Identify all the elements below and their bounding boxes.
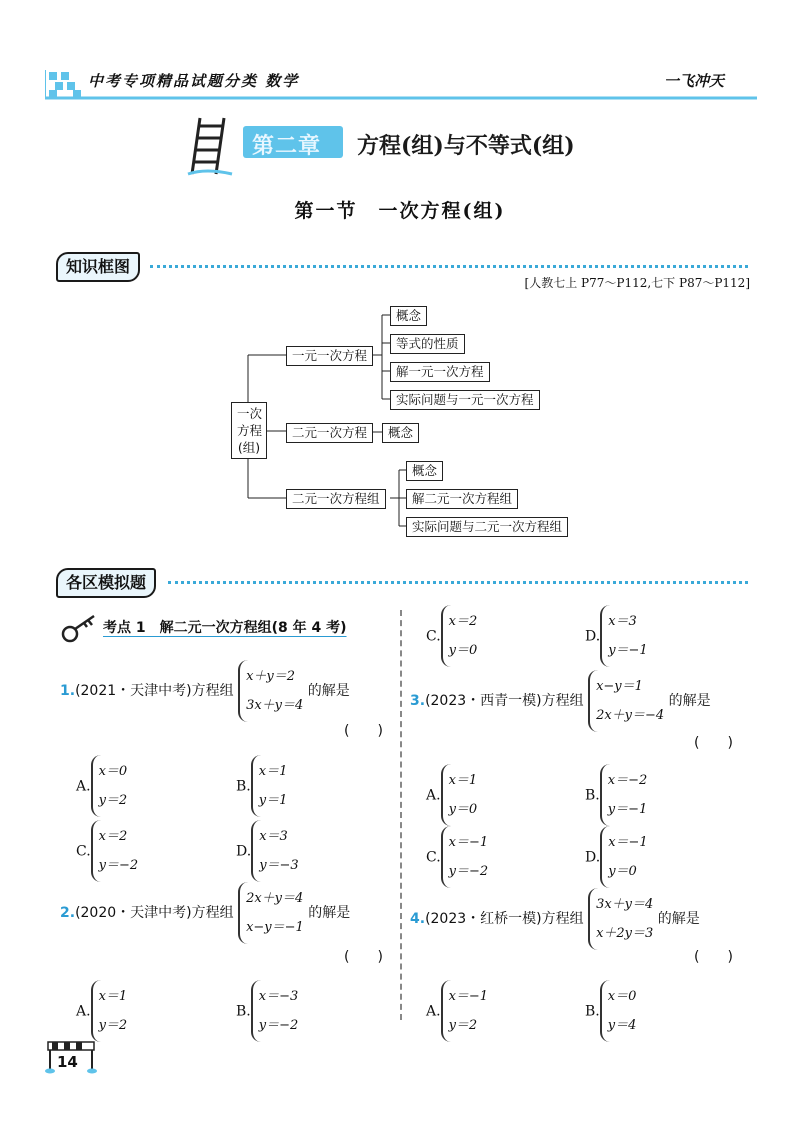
brand-logo: 一飞冲天 [664,72,725,90]
option-letter: D. [585,628,601,645]
eq-line: x＋2y＝3 [596,926,654,941]
column-divider [400,610,402,1020]
node-concept-3: 概念 [406,461,443,481]
eq-line: x＝0 [98,764,128,779]
q4-option-b[interactable] [585,980,636,1042]
page-number: 14 [57,1053,78,1071]
q1-option-c[interactable] [76,820,138,882]
question-1-system [238,660,303,722]
eq-line: x−y＝−1 [246,920,304,935]
eq-line: x＝0 [607,989,637,1004]
question-4-answer-blank[interactable]: ( ) [694,949,733,965]
option-system [251,755,288,817]
option-letter: C. [426,849,441,866]
question-2 [60,882,350,944]
option-system [441,826,489,888]
option-system [251,820,299,882]
eq-line: y＝2 [98,793,128,808]
option-letter: A. [76,778,91,795]
question-1 [60,660,350,722]
option-system [91,820,139,882]
eq-line: y＝0 [608,864,637,879]
node-solve-linear: 解一元一次方程 [390,362,490,382]
option-letter: C. [426,628,441,645]
eq-line: x−y＝1 [596,679,643,694]
question-3-number: 3. [410,693,426,709]
option-system [600,764,648,826]
question-1-number: 1. [60,683,76,699]
option-system [600,826,648,888]
mind-map-root [231,402,267,459]
node-concept-2: 概念 [382,423,419,443]
eq-line: x＝1 [258,764,288,779]
option-letter: A. [426,1003,441,1020]
eq-line: y＝0 [448,643,478,658]
question-1-suffix: 的解是 [307,683,350,699]
eq-line: x＝−1 [448,989,489,1004]
node-applied-system: 实际问题与二元一次方程组 [406,517,568,537]
eq-line: y＝2 [98,1018,128,1033]
node-equality-properties: 等式的性质 [390,334,465,354]
q2-option-d[interactable] [585,605,648,667]
q2-option-a[interactable] [76,980,127,1042]
question-1-answer-blank[interactable]: ( ) [344,723,383,739]
option-letter: D. [585,849,601,866]
eq-line: y＝−3 [259,858,299,873]
eq-line: y＝0 [448,802,478,817]
option-letter: A. [426,787,441,804]
question-2-answer-blank[interactable]: ( ) [344,949,383,965]
eq-line: y＝−2 [258,1018,299,1033]
option-letter: D. [236,843,252,860]
question-3-source: (2023・西青一模)方程组 [425,693,584,709]
eq-line: x＝3 [259,829,288,844]
eq-line: x＝2 [448,614,478,629]
question-2-source: (2020・天津中考)方程组 [75,905,234,921]
option-letter: B. [585,1003,600,1020]
question-4-number: 4. [410,911,426,927]
eq-line: x＋y＝2 [246,669,296,684]
eq-line: y＝4 [607,1018,637,1033]
eq-line: x＝2 [98,829,128,844]
q3-option-b[interactable] [585,764,647,826]
question-4-system [588,888,653,950]
eq-line: 3x＋y＝4 [246,698,304,713]
option-system [600,980,637,1042]
q3-option-a[interactable] [426,764,477,826]
eq-line: y＝−2 [448,864,489,879]
question-4-source: (2023・红桥一模)方程组 [425,911,584,927]
q1-option-a[interactable] [76,755,127,817]
knowledge-tag: 知识框图 [56,252,140,282]
option-letter: C. [76,843,91,860]
q2-option-c[interactable] [426,605,477,667]
eq-line: 2x＋y＝4 [246,891,304,906]
keypoint-label: 考点 1 解二元一次方程组(8 年 4 考) [103,620,347,636]
option-letter: B. [236,1003,251,1020]
eq-line: x＝−3 [258,989,299,1004]
eq-line: y＝1 [258,793,288,808]
root-line-2: 方程 [237,423,263,438]
option-system [600,605,648,667]
option-system [441,980,489,1042]
practice-divider [168,581,748,584]
eq-line: y＝2 [448,1018,478,1033]
section-title: 第一节 一次方程(组) [294,200,506,222]
root-line-3: (组) [237,440,261,455]
q2-option-b[interactable] [236,980,298,1042]
question-4 [410,888,700,950]
eq-line: y＝−2 [98,858,139,873]
option-letter: B. [236,778,251,795]
eq-line: x＝−2 [607,773,648,788]
question-2-suffix: 的解是 [308,905,351,921]
q1-option-b[interactable] [236,755,287,817]
eq-line: x＝−1 [608,835,648,850]
question-1-source: (2021・天津中考)方程组 [75,683,234,699]
q4-option-a[interactable] [426,980,488,1042]
question-2-system [238,882,304,944]
eq-line: y＝−1 [608,643,648,658]
key-icon [60,612,100,646]
chapter-label: 第二章 [252,134,322,159]
option-letter: A. [76,1003,91,1020]
eq-line: x＝−1 [448,835,489,850]
option-system [251,980,299,1042]
option-system [441,605,478,667]
eq-line: x＝1 [448,773,478,788]
chapter-title: 方程(组)与不等式(组) [357,133,575,159]
branch-two-var-system: 二元一次方程组 [286,489,386,509]
practice-tag: 各区模拟题 [56,568,156,598]
branch-two-var-equation: 二元一次方程 [286,423,373,443]
branch-linear-equation: 一元一次方程 [286,346,373,366]
question-3-system [588,670,664,732]
eq-line: x＝1 [98,989,128,1004]
textbook-reference: [人教七上 P77～P112,七下 P87～P112] [524,276,750,290]
option-system [91,755,128,817]
node-applied-linear: 实际问题与一元一次方程 [390,390,540,410]
q1-option-d[interactable] [236,820,299,882]
book-title: 中考专项精品试题分类 数学 [88,72,300,90]
option-system [441,764,478,826]
q3-option-d[interactable] [585,826,648,888]
eq-line: y＝−1 [607,802,648,817]
question-3-answer-blank[interactable]: ( ) [694,735,733,751]
question-3 [410,670,711,732]
node-concept-1: 概念 [390,306,427,326]
mind-map-connectors [0,0,800,560]
question-2-number: 2. [60,905,76,921]
eq-line: 2x＋y＝−4 [596,708,665,723]
eq-line: x＝3 [608,614,637,629]
q3-option-c[interactable] [426,826,488,888]
option-system [91,980,128,1042]
root-line-1: 一次 [237,406,263,421]
option-letter: B. [585,787,600,804]
node-solve-system: 解二元一次方程组 [406,489,518,509]
question-4-suffix: 的解是 [657,911,700,927]
question-3-suffix: 的解是 [668,693,711,709]
eq-line: 3x＋y＝4 [596,897,654,912]
